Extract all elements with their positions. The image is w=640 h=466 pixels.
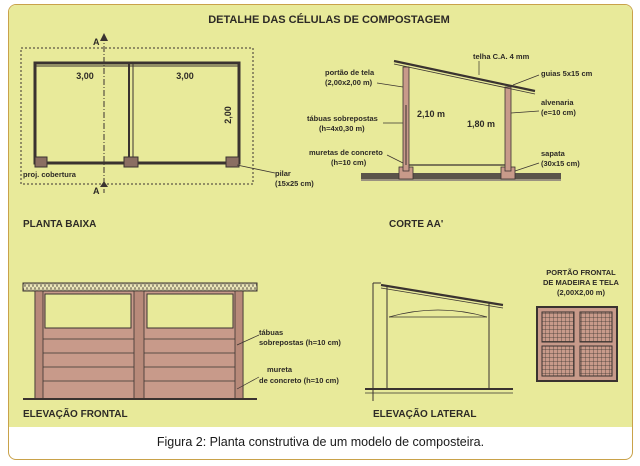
section-marker-a-end: A: [93, 186, 100, 196]
side-elevation: [365, 283, 513, 420]
roof-tile-label: telha C.A. 4 mm: [473, 52, 530, 61]
pillar-size: (15x25 cm): [275, 179, 314, 188]
pillar-leader-line: [237, 165, 275, 173]
front-low-wall-detail: de concreto (h=10 cm): [259, 376, 339, 385]
pillar-middle: [124, 157, 138, 167]
figure-caption: Figura 2: Planta construtiva de um modelo de composteira.: [156, 435, 485, 449]
gate-label: portão de tela: [325, 68, 375, 77]
gate-size-label: (2,00x2,00 m): [325, 78, 373, 87]
section-post-back: [505, 87, 511, 171]
front-post-middle: [134, 291, 144, 399]
gate-detail-line2: DE MADEIRA E TELA: [543, 278, 619, 287]
dimension-right-bay: 3,00: [176, 71, 194, 81]
front-post-left: [35, 291, 43, 399]
gate-detail: [537, 268, 620, 381]
front-low-wall-label: mureta: [267, 365, 293, 374]
masonry-size-label: (e=10 cm): [541, 108, 576, 117]
front-roof: [23, 283, 257, 291]
beams-label: guias 5x15 cm: [541, 69, 593, 78]
figure-frame: [8, 4, 633, 460]
plan-outline: [35, 63, 239, 163]
front-gate-opening-right: [147, 294, 233, 328]
gate-mesh-bottom-right: [580, 346, 612, 376]
side-arc: [389, 310, 487, 317]
section-roof: [394, 61, 535, 91]
drawing-title: DETALHE DAS CÉLULAS DE COMPOSTAGEM: [208, 14, 450, 26]
footing-label: sapata: [541, 149, 565, 158]
section-marker-a: A: [93, 37, 100, 47]
pillar-right: [226, 157, 239, 167]
height-front: 2,10 m: [417, 109, 446, 119]
boards-label: tábuas sobrepostas: [307, 114, 378, 123]
floor-plan-heading: PLANTA BAIXA: [23, 219, 97, 230]
dimension-depth: 2,00: [223, 106, 233, 124]
gate-mesh-bottom-left: [542, 346, 574, 376]
section-ground: [361, 173, 561, 179]
gate-mesh-top-right: [580, 312, 612, 342]
gate-detail-line3: (2,00X2,00 m): [557, 288, 605, 297]
gate-detail-line1: PORTÃO FRONTAL: [546, 268, 616, 277]
front-post-right: [235, 291, 243, 399]
section-view: [307, 52, 593, 230]
pillar-label: pilar: [275, 169, 291, 178]
pillar-left: [35, 157, 47, 167]
side-roof: [381, 285, 503, 305]
front-elevation: [23, 283, 341, 420]
section-arrow-top-icon: [100, 33, 108, 41]
front-elevation-heading: ELEVAÇÃO FRONTAL: [23, 409, 128, 420]
low-wall-label: muretas de concreto: [309, 148, 383, 157]
masonry-label: alvenaria: [541, 98, 574, 107]
footing-size-label: (30x15 cm): [541, 159, 580, 168]
section-arrow-bottom-icon: [100, 181, 108, 187]
dimension-left-bay: 3,00: [76, 71, 94, 81]
drawing-canvas: [9, 5, 632, 427]
technical-drawing: [9, 5, 632, 427]
front-gate-opening-left: [45, 294, 131, 328]
front-boards-label: tábuas: [259, 328, 284, 337]
height-back: 1,80 m: [467, 119, 496, 129]
front-boards-detail: sobrepostas (h=10 cm): [259, 338, 341, 347]
gate-mesh-top-left: [542, 312, 574, 342]
roof-projection-label: proj. cobertura: [23, 170, 76, 179]
section-heading: CORTE AA': [389, 219, 444, 230]
floor-plan: [21, 33, 314, 230]
low-wall-size-label: (h=10 cm): [331, 158, 367, 167]
boards-size-label: (h=4x0,30 m): [319, 124, 365, 133]
side-elevation-heading: ELEVAÇÃO LATERAL: [373, 409, 477, 420]
